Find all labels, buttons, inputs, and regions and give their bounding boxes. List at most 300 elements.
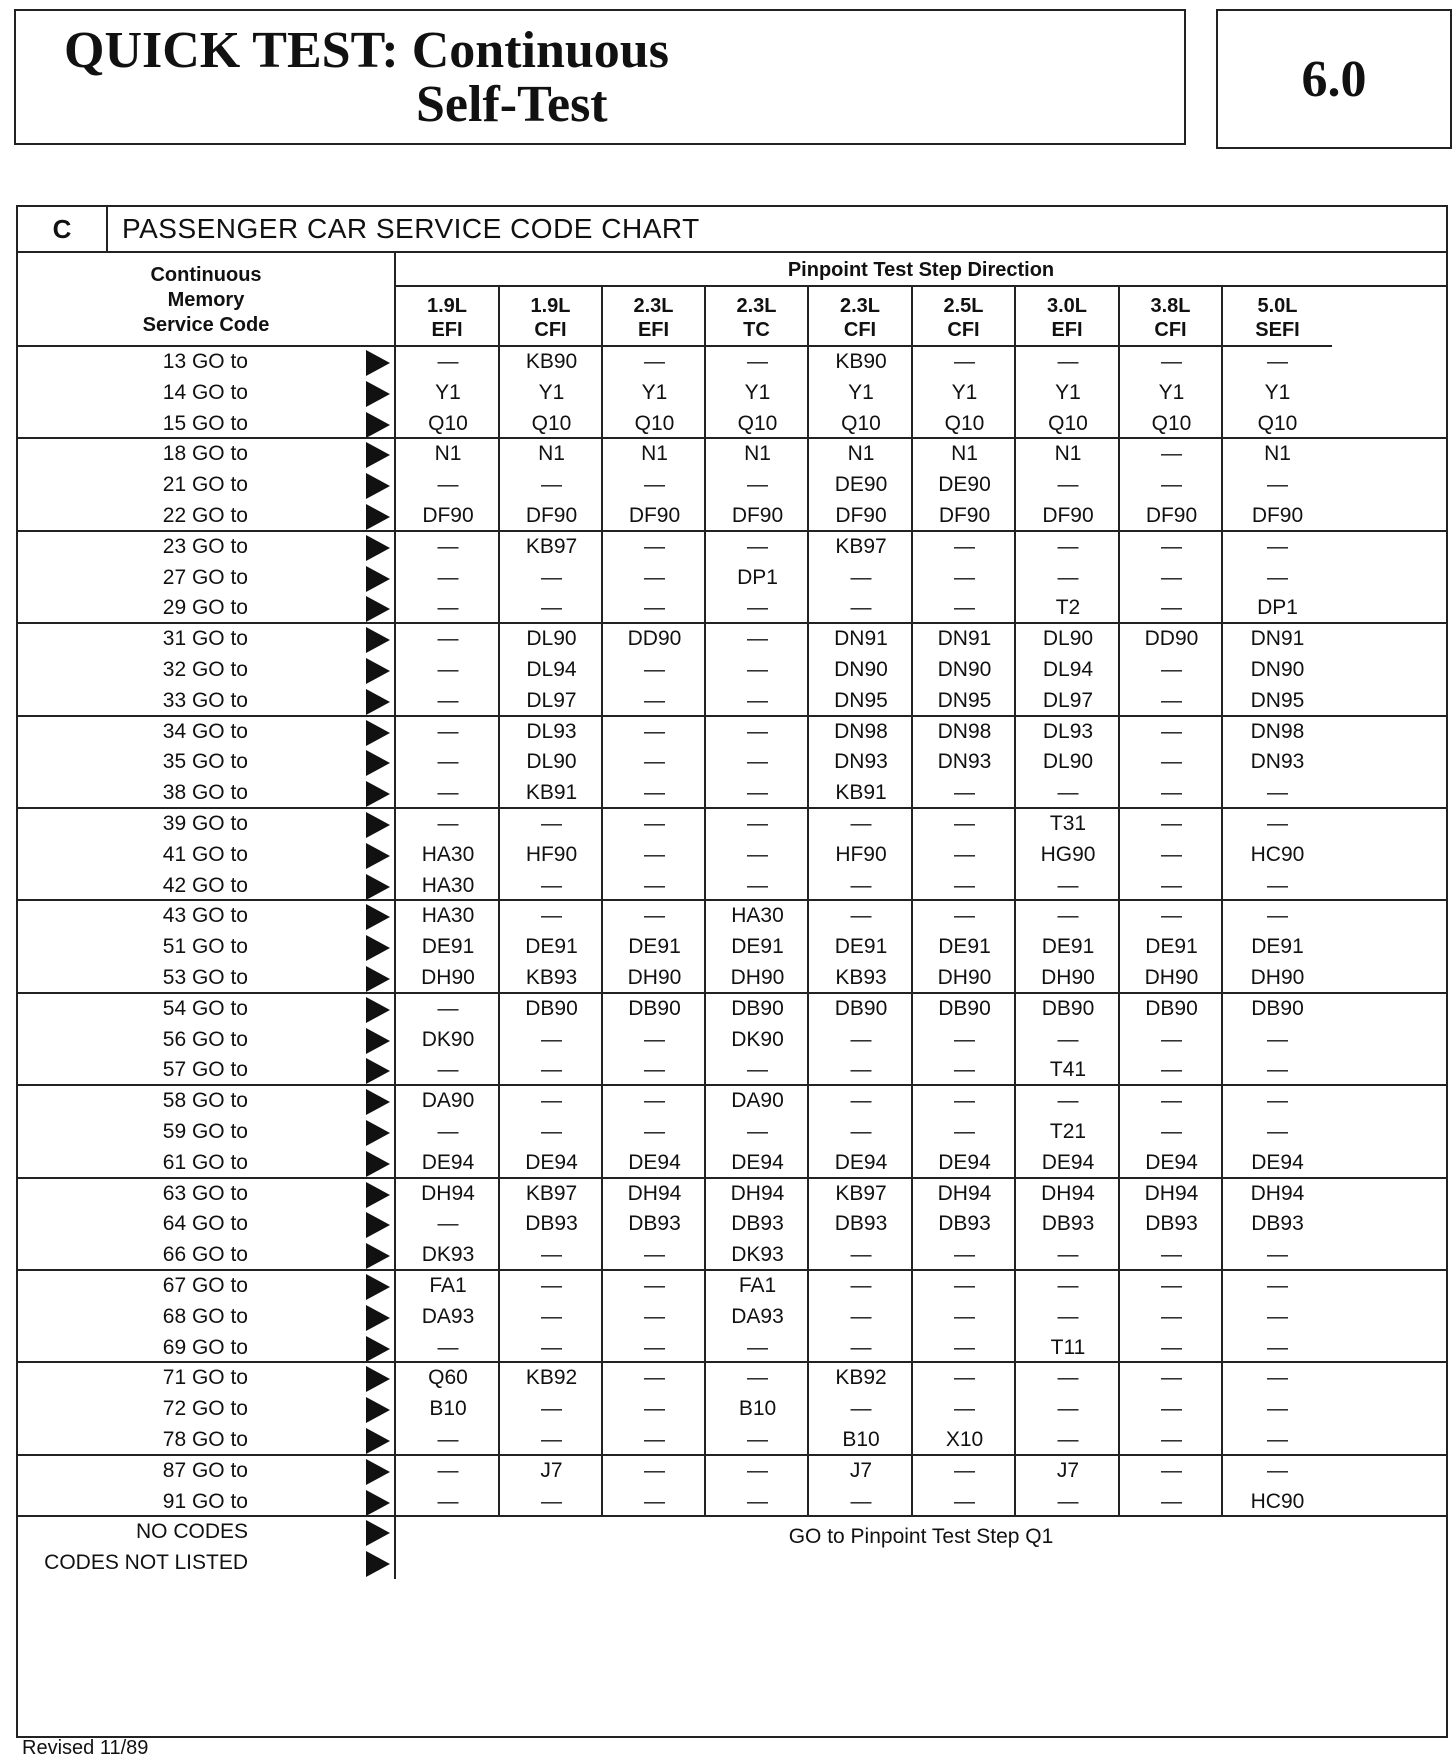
test-step-cell: — xyxy=(1267,1027,1288,1051)
service-code-label: 29 GO to xyxy=(162,596,248,620)
test-step-cell: — xyxy=(850,1304,872,1328)
test-step-cell: — xyxy=(541,1120,562,1143)
test-step-cell: DK93 xyxy=(421,1243,475,1267)
test-step-cell: Y1 xyxy=(951,380,978,404)
test-step-cell: DH90 xyxy=(421,966,475,989)
test-step-cell: — xyxy=(850,596,872,620)
test-step-cell: — xyxy=(954,1120,975,1143)
test-step-cell: — xyxy=(850,904,872,928)
test-step-cell: KB93 xyxy=(835,966,887,989)
test-step-cell: — xyxy=(1267,1304,1288,1328)
test-step-cell: — xyxy=(1267,1397,1288,1421)
test-step-cell: — xyxy=(541,1027,562,1051)
test-step-cell: DP1 xyxy=(737,565,778,589)
test-step-cell: DF90 xyxy=(628,504,681,527)
engine-column-header xyxy=(1120,287,1223,347)
test-step-cell: — xyxy=(954,1304,975,1328)
test-step-cell: — xyxy=(437,750,459,774)
test-step-cell: — xyxy=(1267,1120,1288,1143)
test-step-cell: DE94 xyxy=(1145,1150,1198,1174)
service-code-label: 69 GO to xyxy=(162,1335,248,1359)
test-step-cell: — xyxy=(437,781,459,805)
test-step-cell: — xyxy=(1057,1304,1079,1328)
test-step-cell: — xyxy=(644,1243,665,1267)
service-code-label: 72 GO to xyxy=(162,1397,248,1421)
test-step-cell: DL97 xyxy=(526,688,577,712)
test-step-cell: — xyxy=(1267,565,1288,589)
test-step-cell: Q10 xyxy=(944,411,985,435)
test-step-cell: — xyxy=(1057,1366,1079,1390)
test-step-cell: — xyxy=(541,565,562,589)
test-step-cell: — xyxy=(1057,1489,1079,1513)
test-step-cell: DE91 xyxy=(938,935,991,959)
engine-column-header xyxy=(913,287,1016,347)
engine-type: SEFI xyxy=(1255,319,1300,341)
test-step-cell: — xyxy=(644,350,665,373)
test-step-cell: — xyxy=(1161,1304,1182,1328)
test-step-cell: — xyxy=(644,781,665,805)
test-step-cell: — xyxy=(747,873,768,897)
test-step-cell: — xyxy=(1057,1397,1079,1421)
test-step-cell: DH94 xyxy=(1250,1181,1305,1205)
test-step-cell: DL93 xyxy=(526,719,577,743)
service-code-label: 14 GO to xyxy=(162,380,248,404)
test-step-cell: Y1 xyxy=(1055,380,1081,404)
service-code-label: 53 GO to xyxy=(162,966,248,989)
test-step-cell: — xyxy=(747,1120,768,1143)
column-divider xyxy=(807,347,809,1517)
test-step-cell: DD90 xyxy=(1144,627,1199,651)
test-step-cell: — xyxy=(747,1335,768,1359)
test-step-cell: — xyxy=(1267,1458,1288,1482)
test-step-cell: — xyxy=(541,1304,562,1328)
test-step-cell: KB92 xyxy=(835,1366,887,1390)
engine-size: 3.8L xyxy=(1150,295,1191,317)
engine-type: CFI xyxy=(1154,319,1187,341)
go-to-arrow-icon xyxy=(366,1551,390,1577)
test-step-cell: HF90 xyxy=(525,842,578,866)
test-step-cell: — xyxy=(644,1089,665,1113)
test-step-cell: — xyxy=(1057,781,1079,805)
test-step-cell: — xyxy=(541,1397,562,1421)
service-code-label: 78 GO to xyxy=(162,1428,248,1451)
engine-size: 2.3L xyxy=(839,295,881,317)
test-step-cell: — xyxy=(1161,596,1182,620)
row-group-divider xyxy=(18,994,1446,1086)
test-step-cell: — xyxy=(437,473,459,497)
test-step-cell: — xyxy=(437,1058,459,1082)
service-code-label: 54 GO to xyxy=(162,996,248,1020)
test-step-cell: — xyxy=(850,1120,872,1143)
test-step-cell: T2 xyxy=(1055,596,1081,620)
test-step-cell: — xyxy=(954,1027,975,1051)
test-step-cell: — xyxy=(541,1489,562,1513)
test-step-cell: DE91 xyxy=(525,935,578,959)
column-divider xyxy=(498,347,500,1517)
test-step-cell: — xyxy=(850,1274,872,1297)
test-step-cell: — xyxy=(954,1058,975,1082)
test-step-cell: DE94 xyxy=(1041,1150,1095,1174)
test-step-cell: DN90 xyxy=(834,658,888,681)
test-step-cell: T11 xyxy=(1050,1335,1086,1359)
test-step-cell: X10 xyxy=(945,1428,984,1451)
row-group-divider xyxy=(18,717,1446,809)
test-step-cell: — xyxy=(644,719,665,743)
test-step-cell: — xyxy=(541,1243,562,1267)
test-step-cell: DE94 xyxy=(421,1150,475,1174)
service-code-chart xyxy=(16,205,1448,1738)
test-step-cell: — xyxy=(850,1027,872,1051)
service-code-header-line: Memory xyxy=(167,289,245,311)
column-divider xyxy=(1221,347,1223,1517)
test-step-cell: HG90 xyxy=(1040,842,1096,866)
test-step-cell: KB92 xyxy=(525,1366,578,1390)
test-step-cell: — xyxy=(437,1212,459,1236)
test-step-cell: DA90 xyxy=(421,1089,475,1113)
test-step-cell: — xyxy=(850,1489,872,1513)
test-step-cell: — xyxy=(644,750,665,774)
test-step-cell: DE94 xyxy=(1251,1150,1304,1174)
test-step-cell: DE91 xyxy=(1041,935,1095,959)
test-step-cell: B10 xyxy=(842,1428,880,1451)
column-divider xyxy=(394,347,396,1579)
chart-letter: C xyxy=(18,207,108,251)
test-step-cell: DH90 xyxy=(937,966,992,989)
test-step-cell: — xyxy=(1161,658,1182,681)
engine-type: TC xyxy=(743,319,770,341)
test-step-cell: — xyxy=(1057,873,1079,897)
test-step-cell: — xyxy=(954,565,975,589)
chart-header xyxy=(18,207,1446,253)
test-step-cell: — xyxy=(1057,904,1079,928)
column-divider xyxy=(1118,347,1120,1517)
test-step-cell: Q10 xyxy=(531,411,572,435)
test-step-cell: — xyxy=(954,350,975,373)
test-step-cell: DH90 xyxy=(1144,966,1199,989)
test-step-cell: — xyxy=(1267,1428,1288,1451)
test-step-cell: N1 xyxy=(1054,442,1082,466)
row-group-divider xyxy=(18,901,1446,993)
test-step-cell: DB90 xyxy=(731,996,784,1020)
service-code-label: 58 GO to xyxy=(162,1089,248,1113)
test-step-cell: Y1 xyxy=(435,380,461,404)
footer-message: GO to Pinpoint Test Step Q1 xyxy=(788,1525,1054,1549)
test-step-cell: DB93 xyxy=(1041,1212,1095,1236)
test-step-cell: — xyxy=(644,1027,665,1051)
test-step-cell: DH90 xyxy=(1250,966,1305,989)
test-step-cell: — xyxy=(1161,719,1182,743)
test-step-cell: DN95 xyxy=(1250,688,1305,712)
test-step-cell: — xyxy=(954,904,975,928)
row-group-divider xyxy=(18,809,1446,901)
test-step-cell: T31 xyxy=(1049,812,1087,835)
test-step-cell: — xyxy=(747,1058,768,1082)
row-group-divider xyxy=(18,1363,1446,1455)
service-code-label: 23 GO to xyxy=(162,534,248,558)
test-step-cell: DN98 xyxy=(937,719,992,743)
test-step-cell: DF90 xyxy=(835,504,887,527)
test-step-cell: — xyxy=(1057,350,1079,373)
test-step-cell: — xyxy=(644,812,665,835)
test-step-cell: DB90 xyxy=(1145,996,1198,1020)
engine-size: 3.0L xyxy=(1046,295,1088,317)
row-group-divider xyxy=(18,1086,1446,1178)
test-step-cell: DF90 xyxy=(731,504,784,527)
test-step-cell: — xyxy=(541,1335,562,1359)
test-step-cell: DN98 xyxy=(834,719,888,743)
test-step-cell: — xyxy=(1267,350,1288,373)
service-code-label: 31 GO to xyxy=(162,627,248,651)
test-step-cell: — xyxy=(1057,473,1079,497)
test-step-cell: FA1 xyxy=(429,1274,467,1297)
test-step-cell: DE91 xyxy=(421,935,475,959)
test-step-cell: — xyxy=(644,1274,665,1297)
test-step-cell: DK93 xyxy=(731,1243,784,1267)
column-divider xyxy=(911,347,913,1517)
test-step-cell: DN90 xyxy=(937,658,992,681)
test-step-cell: DB90 xyxy=(1041,996,1095,1020)
test-step-cell: DL93 xyxy=(1042,719,1094,743)
test-step-cell: — xyxy=(850,565,872,589)
test-step-cell: Y1 xyxy=(538,380,565,404)
test-step-cell: DB90 xyxy=(834,996,888,1020)
test-step-cell: — xyxy=(1057,1428,1079,1451)
test-step-cell: N1 xyxy=(951,442,978,466)
test-step-cell: Y1 xyxy=(1264,380,1291,404)
test-step-cell: J7 xyxy=(540,1458,563,1482)
test-step-cell: DE94 xyxy=(525,1150,578,1174)
test-step-cell: — xyxy=(747,1428,768,1451)
test-step-cell: — xyxy=(1161,1428,1182,1451)
test-step-cell: B10 xyxy=(738,1397,777,1421)
test-step-cell: — xyxy=(1161,873,1182,897)
test-step-cell: — xyxy=(1267,1058,1288,1082)
service-code-label: 56 GO to xyxy=(162,1027,248,1051)
test-step-cell: — xyxy=(1267,1243,1288,1267)
test-step-cell: — xyxy=(747,750,768,774)
test-step-cell: Q10 xyxy=(428,411,468,435)
test-step-cell: — xyxy=(644,1397,665,1421)
test-step-cell: — xyxy=(954,873,975,897)
service-code-label: 42 GO to xyxy=(162,873,248,897)
engine-type: EFI xyxy=(1051,319,1083,341)
service-code-label: 34 GO to xyxy=(162,719,248,743)
test-step-cell: DL90 xyxy=(1042,750,1094,774)
service-code-label: 13 GO to xyxy=(162,350,248,373)
test-step-cell: HA30 xyxy=(421,904,475,928)
pinpoint-header: Pinpoint Test Step Direction xyxy=(396,253,1446,287)
test-step-cell: Q10 xyxy=(634,411,675,435)
test-step-cell: DN95 xyxy=(834,688,888,712)
test-step-cell: N1 xyxy=(538,442,565,466)
go-to-arrow-icon xyxy=(366,1520,390,1546)
test-step-cell: Q60 xyxy=(428,1366,468,1390)
test-step-cell: — xyxy=(644,904,665,928)
test-step-cell: — xyxy=(644,473,665,497)
test-step-cell: — xyxy=(437,996,459,1020)
service-code-label: 64 GO to xyxy=(162,1212,248,1236)
engine-column-header xyxy=(396,287,500,347)
test-step-cell: N1 xyxy=(1264,442,1291,466)
test-step-cell: — xyxy=(1267,534,1288,558)
test-step-cell: — xyxy=(850,1089,872,1113)
test-step-cell: — xyxy=(954,812,975,835)
test-step-cell: — xyxy=(644,1366,665,1390)
test-step-cell: DN98 xyxy=(1250,719,1305,743)
test-step-cell: — xyxy=(747,719,768,743)
service-code-label: 22 GO to xyxy=(162,504,248,527)
service-code-label: 66 GO to xyxy=(162,1243,248,1267)
test-step-cell: DH94 xyxy=(1144,1181,1199,1205)
service-code-header-line: Continuous xyxy=(150,264,262,286)
row-group-divider xyxy=(18,624,1446,716)
service-code-label: 59 GO to xyxy=(162,1120,248,1143)
service-code-label: 35 GO to xyxy=(162,750,248,774)
test-step-cell: DH90 xyxy=(1041,966,1095,989)
test-step-cell: — xyxy=(644,658,665,681)
test-step-cell: — xyxy=(1161,1274,1182,1297)
test-step-cell: — xyxy=(437,658,459,681)
test-step-cell: DL90 xyxy=(526,627,577,651)
test-step-cell: DE91 xyxy=(1145,935,1198,959)
test-step-cell: — xyxy=(437,1120,459,1143)
service-code-label: 18 GO to xyxy=(162,442,248,466)
test-step-cell: — xyxy=(437,719,459,743)
row-group-divider xyxy=(18,1456,1446,1518)
test-step-cell: DH90 xyxy=(730,966,785,989)
test-step-cell: DN93 xyxy=(1250,750,1305,774)
engine-column-header xyxy=(809,287,913,347)
test-step-cell: DF90 xyxy=(1042,504,1094,527)
row-group-divider xyxy=(18,1271,1446,1363)
test-step-cell: — xyxy=(541,873,562,897)
engine-type: CFI xyxy=(843,319,877,341)
test-step-cell: — xyxy=(1161,688,1182,712)
test-step-cell: — xyxy=(1161,1335,1182,1359)
test-step-cell: DE90 xyxy=(834,473,888,497)
test-step-cell: DN93 xyxy=(937,750,992,774)
test-step-cell: — xyxy=(747,627,768,651)
test-step-cell: DN90 xyxy=(1250,658,1305,681)
title-box xyxy=(14,9,1186,145)
test-step-cell: — xyxy=(1161,565,1182,589)
test-step-cell: KB91 xyxy=(835,781,887,805)
test-step-cell: DB93 xyxy=(731,1212,784,1236)
test-step-cell: DE94 xyxy=(628,1150,681,1174)
service-code-label: 68 GO to xyxy=(162,1304,248,1328)
test-step-cell: DK90 xyxy=(421,1027,475,1051)
test-step-cell: DN91 xyxy=(937,627,992,651)
test-step-cell: — xyxy=(541,1274,562,1297)
test-step-cell: DL97 xyxy=(1042,688,1094,712)
test-step-cell: — xyxy=(747,350,768,373)
test-step-cell: — xyxy=(954,1089,975,1113)
engine-column-header xyxy=(706,287,809,347)
test-step-cell: — xyxy=(850,1335,872,1359)
test-step-cell: DB93 xyxy=(628,1212,681,1236)
test-step-cell: DB93 xyxy=(1145,1212,1198,1236)
test-step-cell: N1 xyxy=(641,442,668,466)
service-code-label: 15 GO to xyxy=(162,411,248,435)
test-step-cell: — xyxy=(437,596,459,620)
engine-size: 5.0L xyxy=(1257,295,1298,317)
test-step-cell: — xyxy=(1161,1027,1182,1051)
test-step-cell: J7 xyxy=(849,1458,873,1482)
test-step-cell: — xyxy=(747,658,768,681)
test-step-cell: DF90 xyxy=(1145,504,1198,527)
service-code-header xyxy=(18,253,396,347)
test-step-cell: KB91 xyxy=(525,781,578,805)
column-divider xyxy=(704,347,706,1517)
service-code-label: 51 GO to xyxy=(162,935,248,959)
page-title-line1: QUICK TEST: Continuous xyxy=(64,22,669,79)
test-step-cell: HA30 xyxy=(421,873,475,897)
engine-size: 1.9L xyxy=(530,295,571,317)
test-step-cell: — xyxy=(1161,1243,1182,1267)
test-step-cell: Q10 xyxy=(841,411,881,435)
test-step-cell: N1 xyxy=(744,442,771,466)
test-step-cell: HC90 xyxy=(1250,1489,1305,1513)
test-step-cell: — xyxy=(1267,1274,1288,1297)
test-step-cell: T41 xyxy=(1049,1058,1087,1082)
test-step-cell: — xyxy=(1161,842,1182,866)
test-step-cell: HC90 xyxy=(1250,842,1305,866)
column-divider xyxy=(601,347,603,1517)
row-group-divider xyxy=(18,347,1446,439)
test-step-cell: — xyxy=(954,1458,975,1482)
test-step-cell: — xyxy=(1161,442,1182,466)
test-step-cell: Y1 xyxy=(744,380,771,404)
test-step-cell: KB97 xyxy=(525,1181,578,1205)
test-step-cell: KB97 xyxy=(835,1181,887,1205)
engine-size: 1.9L xyxy=(426,295,468,317)
test-step-cell: — xyxy=(644,873,665,897)
test-step-cell: DE91 xyxy=(628,935,681,959)
test-step-cell: — xyxy=(644,1058,665,1082)
test-step-cell: DD90 xyxy=(627,627,682,651)
test-step-cell: — xyxy=(954,1335,975,1359)
test-step-cell: DP1 xyxy=(1257,596,1298,620)
test-step-cell: — xyxy=(1057,1243,1079,1267)
test-step-cell: — xyxy=(437,1428,459,1451)
test-step-cell: — xyxy=(1267,1089,1288,1113)
test-step-cell: N1 xyxy=(434,442,462,466)
test-step-cell: — xyxy=(747,473,768,497)
test-step-cell: — xyxy=(437,534,459,558)
footer-code-label: CODES NOT LISTED xyxy=(44,1551,248,1575)
test-step-cell: — xyxy=(541,904,562,928)
test-step-cell: KB90 xyxy=(525,350,578,373)
test-step-cell: Q10 xyxy=(737,411,778,435)
test-step-cell: DF90 xyxy=(525,504,578,527)
test-step-cell: DE94 xyxy=(938,1150,991,1174)
test-step-cell: DH94 xyxy=(937,1181,992,1205)
engine-size: 2.3L xyxy=(633,295,674,317)
service-code-label: 39 GO to xyxy=(162,812,248,835)
test-step-cell: — xyxy=(747,842,768,866)
test-step-cell: HF90 xyxy=(835,842,887,866)
test-step-cell: — xyxy=(644,565,665,589)
test-step-cell: — xyxy=(644,596,665,620)
service-code-label: 21 GO to xyxy=(162,473,248,497)
test-step-cell: — xyxy=(644,1120,665,1143)
engine-column-header xyxy=(603,287,706,347)
test-step-cell: DH94 xyxy=(730,1181,785,1205)
test-step-cell: DB93 xyxy=(834,1212,888,1236)
service-code-label: 32 GO to xyxy=(162,658,248,681)
test-step-cell: Y1 xyxy=(641,380,668,404)
test-step-cell: — xyxy=(954,1274,975,1297)
